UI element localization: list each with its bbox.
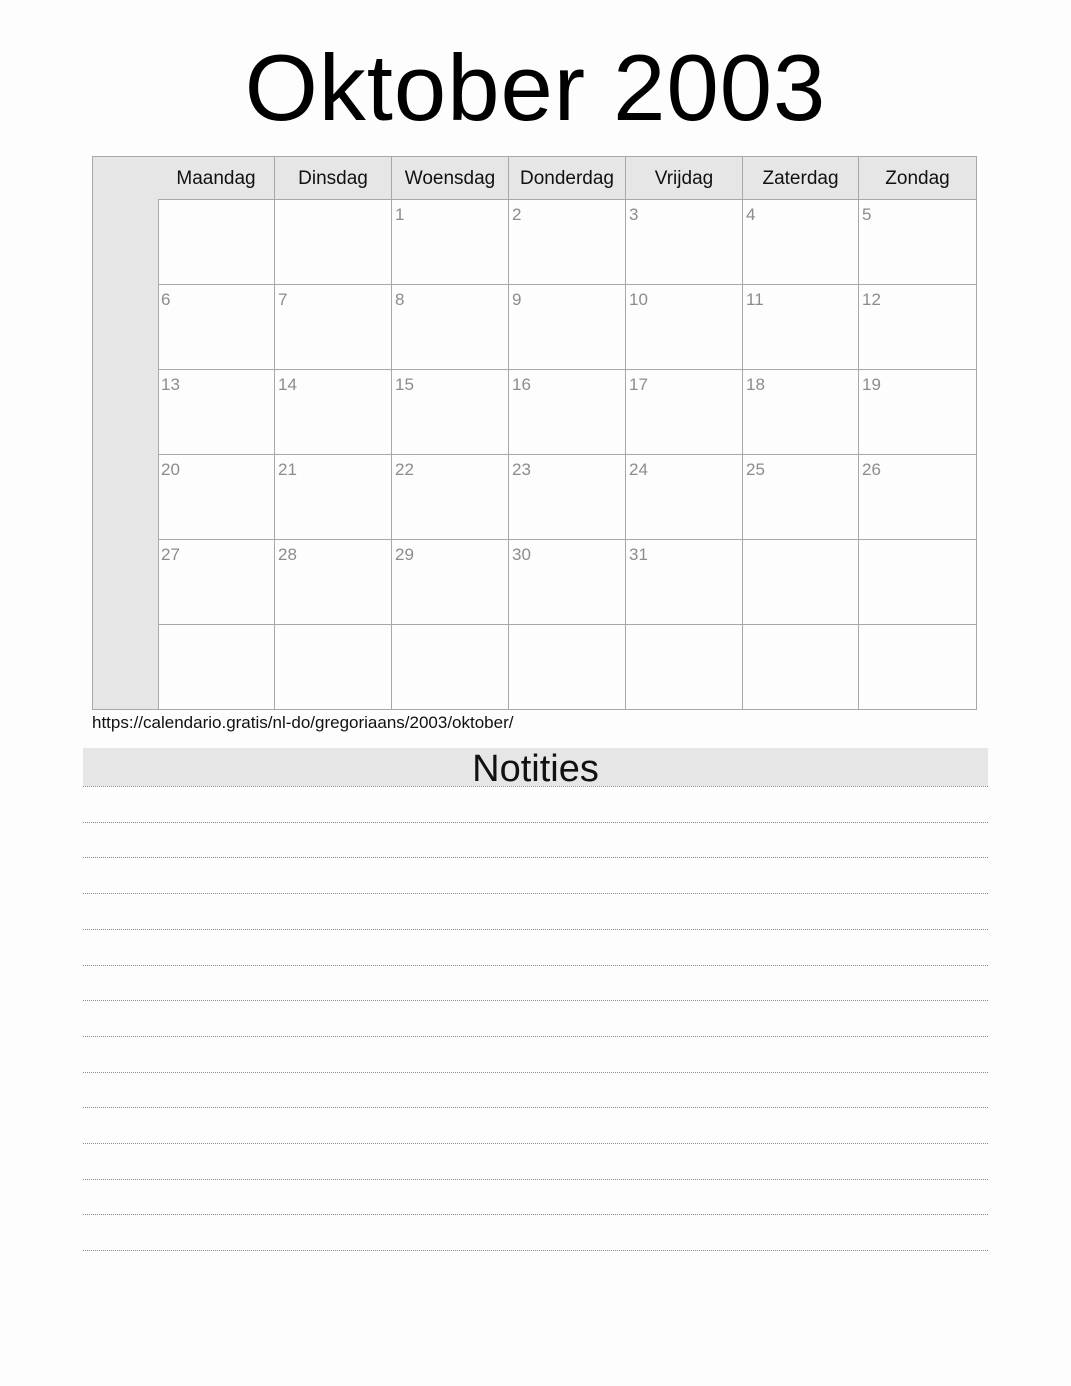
day-number: 28 xyxy=(278,545,297,564)
day-number: 23 xyxy=(512,460,531,479)
day-cell xyxy=(859,285,976,370)
day-number: 30 xyxy=(512,545,531,564)
day-cell xyxy=(743,625,859,710)
day-cell xyxy=(275,540,392,625)
calendar-grid xyxy=(92,156,977,710)
day-cell xyxy=(743,540,859,625)
notes-line xyxy=(83,965,988,966)
day-cell xyxy=(509,200,626,285)
day-number: 15 xyxy=(395,375,414,394)
day-cell xyxy=(509,455,626,540)
notes-line xyxy=(83,822,988,823)
day-cell xyxy=(158,200,275,285)
day-number: 9 xyxy=(512,290,522,309)
day-number: 18 xyxy=(746,375,765,394)
day-number: 1 xyxy=(395,205,405,224)
day-cell xyxy=(392,455,509,540)
day-number: 21 xyxy=(278,460,297,479)
weekday-header: Vrijdag xyxy=(626,157,743,200)
notes-line xyxy=(83,893,988,894)
day-number: 2 xyxy=(512,205,522,224)
day-number: 12 xyxy=(862,290,881,309)
day-cell xyxy=(626,200,743,285)
day-number: 14 xyxy=(278,375,297,394)
day-cell xyxy=(509,370,626,455)
notes-line xyxy=(83,1036,988,1037)
day-cell xyxy=(859,200,976,285)
day-number: 13 xyxy=(161,375,180,394)
day-number: 10 xyxy=(629,290,648,309)
day-number: 29 xyxy=(395,545,414,564)
notes-line xyxy=(83,1179,988,1180)
day-cell xyxy=(743,285,859,370)
day-cell xyxy=(859,370,976,455)
day-number: 31 xyxy=(629,545,648,564)
notes-line xyxy=(83,1000,988,1001)
day-number: 11 xyxy=(746,290,764,309)
day-number: 6 xyxy=(161,290,171,309)
notes-line xyxy=(83,1143,988,1144)
day-cell xyxy=(392,625,509,710)
weekday-header: Maandag xyxy=(158,157,275,200)
day-number: 7 xyxy=(278,290,288,309)
notes-line xyxy=(83,1250,988,1251)
day-cell xyxy=(859,455,976,540)
weekday-header: Zondag xyxy=(859,157,976,200)
day-number: 17 xyxy=(629,375,648,394)
day-number: 27 xyxy=(161,545,180,564)
day-cell xyxy=(626,625,743,710)
day-cell xyxy=(275,455,392,540)
page-title: Oktober 2003 xyxy=(244,35,827,140)
day-number: 16 xyxy=(512,375,531,394)
notes-heading: Notities xyxy=(83,748,988,786)
day-number: 24 xyxy=(629,460,648,479)
day-cell xyxy=(275,285,392,370)
day-cell xyxy=(392,285,509,370)
day-number: 25 xyxy=(746,460,765,479)
day-cell xyxy=(626,370,743,455)
day-cell xyxy=(743,200,859,285)
day-cell xyxy=(275,625,392,710)
day-cell xyxy=(158,625,275,710)
day-cell xyxy=(626,540,743,625)
day-cell xyxy=(626,285,743,370)
notes-line xyxy=(83,1072,988,1073)
weekday-header: Donderdag xyxy=(509,157,626,200)
day-number: 5 xyxy=(862,205,872,224)
day-number: 4 xyxy=(746,205,756,224)
day-cell xyxy=(392,540,509,625)
day-number: 22 xyxy=(395,460,414,479)
source-url: https://calendario.gratis/nl-do/gregoriaans/2003/oktober/ xyxy=(92,713,514,732)
notes-line xyxy=(83,929,988,930)
day-cell xyxy=(275,200,392,285)
day-number: 19 xyxy=(862,375,881,394)
day-cell xyxy=(509,625,626,710)
day-cell xyxy=(392,200,509,285)
notes-line xyxy=(83,857,988,858)
week-number-column xyxy=(93,157,159,709)
weekday-header: Woensdag xyxy=(392,157,509,200)
day-cell xyxy=(509,285,626,370)
day-cell xyxy=(158,370,275,455)
day-number: 8 xyxy=(395,290,405,309)
day-cell xyxy=(626,455,743,540)
day-cell xyxy=(158,540,275,625)
notes-line xyxy=(83,786,988,787)
notes-line xyxy=(83,1214,988,1215)
weekday-header: Zaterdag xyxy=(743,157,859,200)
day-number: 20 xyxy=(161,460,180,479)
day-cell xyxy=(509,540,626,625)
day-cell xyxy=(392,370,509,455)
day-cell xyxy=(743,455,859,540)
day-number: 26 xyxy=(862,460,881,479)
day-cell xyxy=(158,285,275,370)
day-cell xyxy=(275,370,392,455)
day-cell xyxy=(158,455,275,540)
weekday-header: Dinsdag xyxy=(275,157,392,200)
day-cell xyxy=(859,625,976,710)
day-cell xyxy=(859,540,976,625)
notes-line xyxy=(83,1107,988,1108)
day-number: 3 xyxy=(629,205,639,224)
day-cell xyxy=(743,370,859,455)
